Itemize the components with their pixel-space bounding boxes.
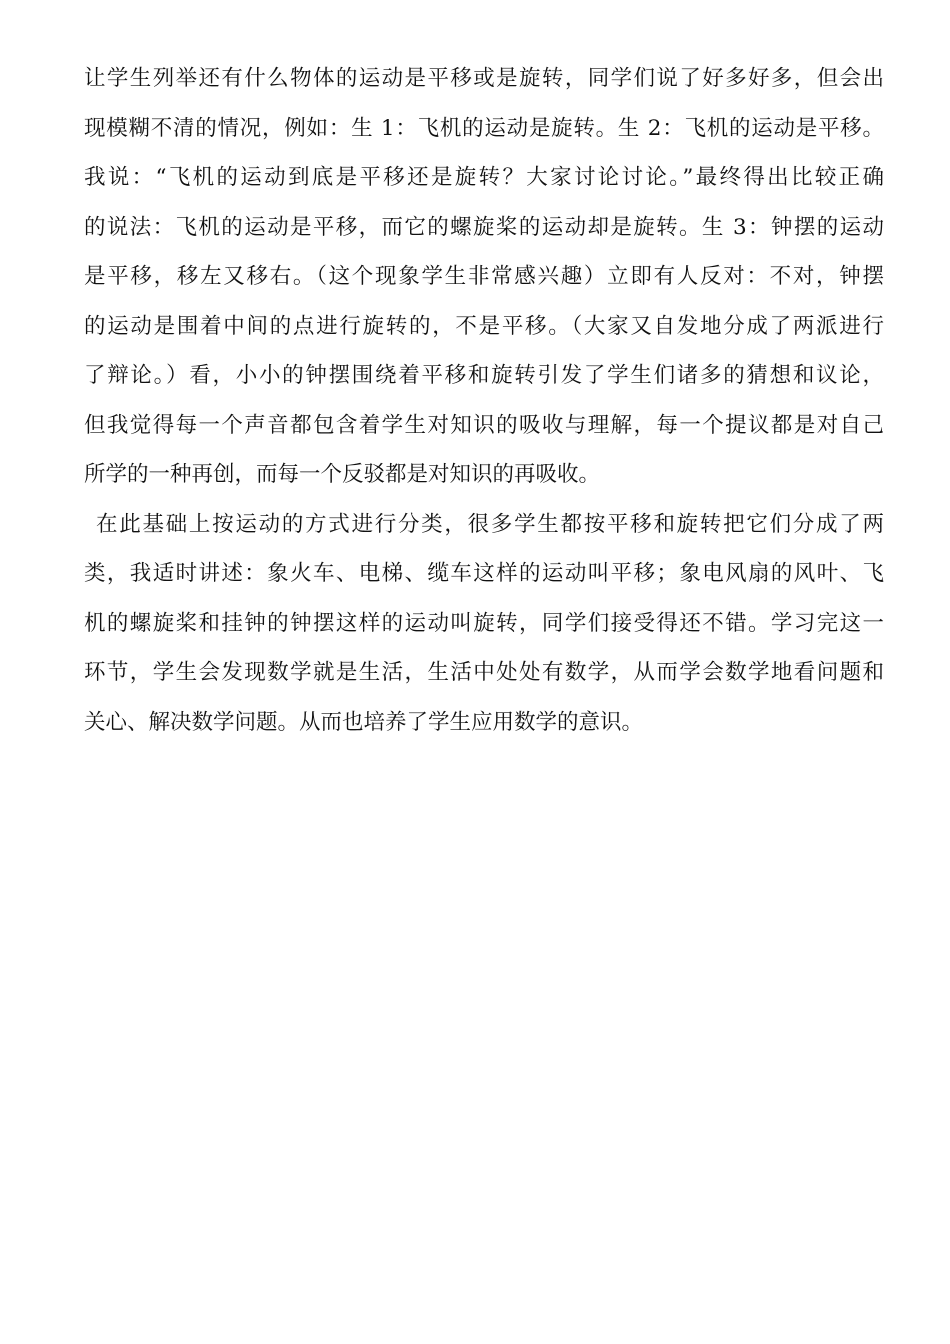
text-line: 但我觉得每一个声音都包含着学生对知识的吸收与理解，每一个提议都是对自己 xyxy=(84,412,884,438)
text-line: 关心、解决数学问题。从而也培养了学生应用数学的意识。 xyxy=(84,709,644,735)
text-line: 现模糊不清的情况，例如：生 1：飞机的运动是旋转。生 2：飞机的运动是平移。 xyxy=(84,115,884,141)
text-line: 是平移，移左又移右。（这个现象学生非常感兴趣）立即有人反对：不对，钟摆 xyxy=(84,264,884,289)
text-line: 环节，学生会发现数学就是生活，生活中处处有数学，从而学会数学地看问题和 xyxy=(84,660,884,685)
paragraph-2 xyxy=(84,500,884,748)
text-line: 类，我适时讲述：象火车、电梯、缆车这样的运动叫平移；象电风扇的风叶、飞 xyxy=(84,561,884,586)
document-body xyxy=(84,54,884,747)
text-line: 在此基础上按运动的方式进行分类，很多学生都按平移和旋转把它们分成了两 xyxy=(96,511,884,537)
text-line: 的说法：飞机的运动是平移，而它的螺旋桨的运动却是旋转。生 3：钟摆的运动 xyxy=(84,214,884,240)
text-line: 了辩论。）看，小小的钟摆围绕着平移和旋转引发了学生们诸多的猜想和议论， xyxy=(84,363,884,388)
text-line: 的运动是围着中间的点进行旋转的，不是平移。（大家又自发地分成了两派进行 xyxy=(84,313,884,339)
text-line: 机的螺旋桨和挂钟的钟摆这样的运动叫旋转，同学们接受得还不错。学习完这一 xyxy=(84,610,884,636)
text-line: 所学的一种再创，而每一个反驳都是对知识的再吸收。 xyxy=(84,462,601,487)
text-line: 我说：“飞机的运动到底是平移还是旋转？大家讨论讨论。”最终得出比较正确 xyxy=(84,165,884,190)
paragraph-1 xyxy=(84,54,884,500)
text-line: 让学生列举还有什么物体的运动是平移或是旋转，同学们说了好多好多，但会出 xyxy=(84,66,884,91)
